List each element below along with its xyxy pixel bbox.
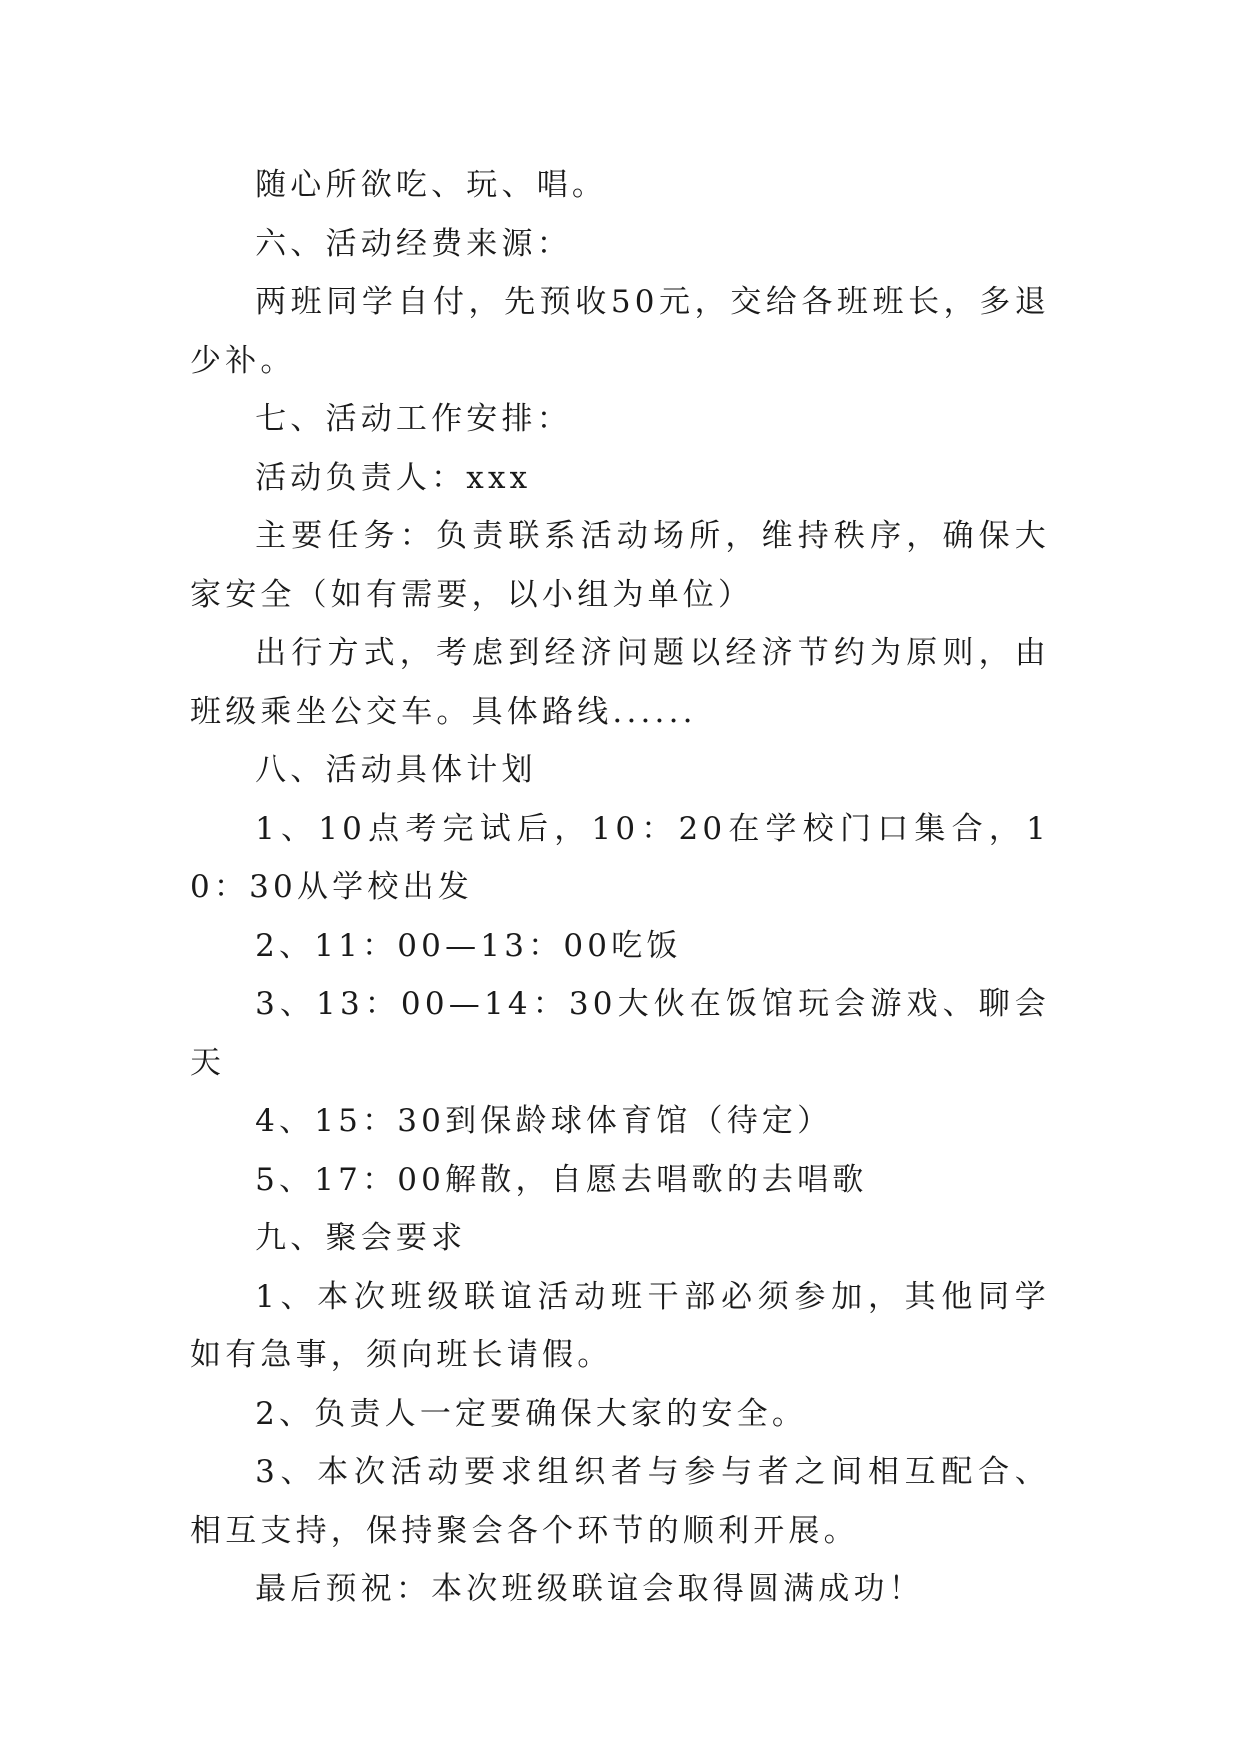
heading-activity-plan: 八、活动具体计划 [255, 752, 537, 788]
plan-item-3: 3、13：00—14：30大伙在饭馆玩会游戏、聊会天 [190, 986, 1050, 1081]
requirement-item-1: 1、本次班级联谊活动班干部必须参加，其他同学如有急事，须向班长请假。 [190, 1278, 1050, 1373]
plan-item-5: 5、17：00解散，自愿去唱歌的去唱歌 [255, 1161, 868, 1198]
paragraph-person-in-charge: 活动负责人：xxx [255, 459, 532, 496]
document-body [190, 156, 1050, 1619]
plan-item-2: 2、11：00—13：00吃饭 [255, 927, 682, 964]
heading-work-arrangement: 七、活动工作安排： [255, 401, 572, 437]
closing-wish: 最后预祝：本次班级联谊会取得圆满成功！ [255, 1571, 924, 1607]
paragraph-diet-note: 随心所欲吃、玩、唱。 [255, 167, 608, 203]
heading-requirements: 九、聚会要求 [255, 1220, 467, 1256]
paragraph-funding-detail: 两班同学自付，先预收50元，交给各班班长，多退少补。 [190, 284, 1050, 379]
plan-item-4: 4、15：30到保龄球体育馆（待定） [255, 1103, 833, 1139]
heading-funding-source: 六、活动经费来源： [255, 225, 572, 262]
plan-item-1: 1、10点考完试后，10：20在学校门口集合，10：30从学校出发 [190, 810, 1050, 905]
requirement-item-3: 3、本次活动要求组织者与参与者之间相互配合、相互支持，保持聚会各个环节的顺利开展。 [190, 1454, 1050, 1549]
paragraph-main-tasks: 主要任务：负责联系活动场所，维持秩序，确保大家安全（如有需要，以小组为单位） [190, 518, 1050, 613]
paragraph-travel-mode: 出行方式，考虑到经济问题以经济节约为原则，由班级乘坐公交车。具体路线...... [190, 635, 1050, 730]
requirement-item-2: 2、负责人一定要确保大家的安全。 [255, 1395, 808, 1432]
